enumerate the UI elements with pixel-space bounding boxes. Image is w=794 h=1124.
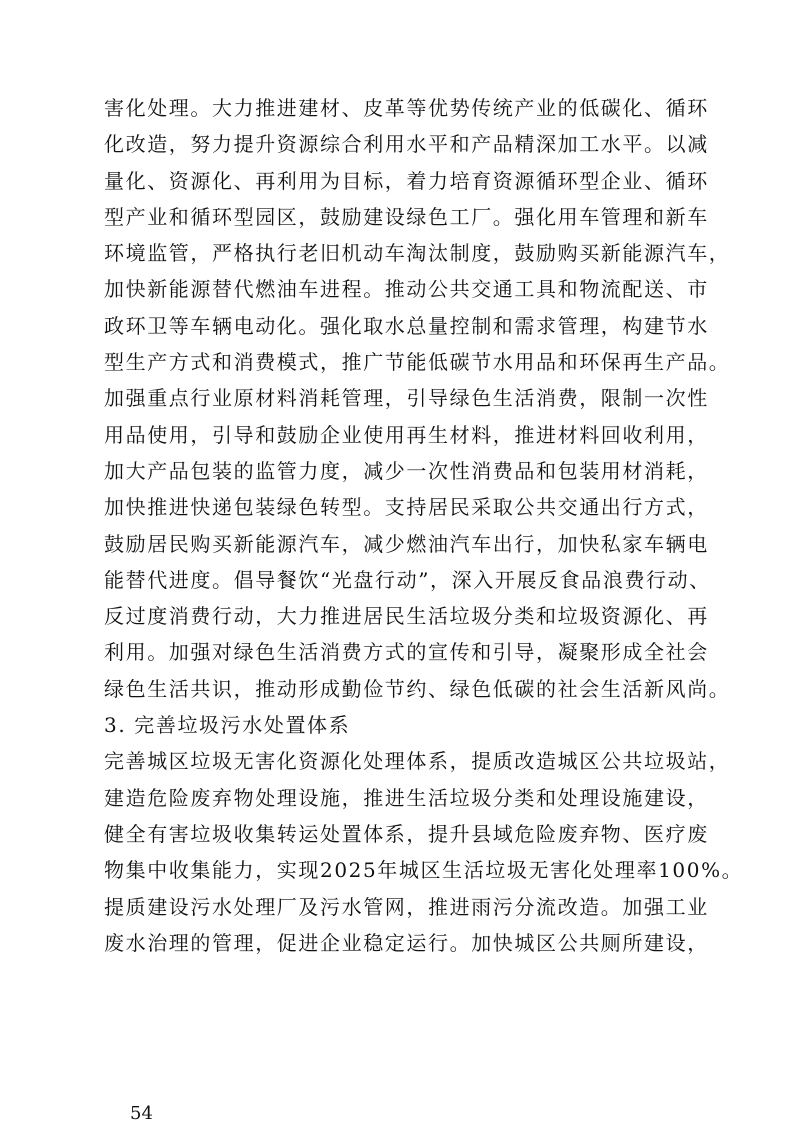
body-text	[104, 90, 744, 961]
text-line: 完善城区垃圾无害化资源化处理体系，提质改造城区公共垃圾站，	[104, 749, 731, 774]
text-line: 物集中收集能力，实现2025年城区生活垃圾无害化处理率100%。	[104, 858, 744, 883]
text-line: 型产业和循环型园区，鼓励建设绿色工厂。强化用车管理和新车	[104, 204, 709, 229]
text-line: 用品使用，引导和鼓励企业使用再生材料，推进材料回收利用，	[104, 422, 709, 447]
text-line: 加快新能源替代燃油车进程。推动公共交通工具和物流配送、市	[104, 277, 709, 302]
text-line: 提质建设污水处理厂及污水管网，推进雨污分流改造。加强工业	[104, 894, 709, 919]
text-line: 化改造，努力提升资源综合利用水平和产品精深加工水平。以减	[104, 132, 709, 157]
text-line: 政环卫等车辆电动化。强化取水总量控制和需求管理，构建节水	[104, 313, 709, 338]
text-line: 建造危险废弃物处理设施，推进生活垃圾分类和处理设施建设，	[104, 785, 709, 810]
text-line: 加大产品包装的监管力度，减少一次性消费品和包装用材消耗，	[104, 458, 709, 483]
text-line: 反过度消费行动，大力推进居民生活垃圾分类和垃圾资源化、再	[104, 604, 709, 629]
text-line: 环境监管，严格执行老旧机动车淘汰制度，鼓励购买新能源汽车，	[104, 241, 731, 266]
text-line: 害化处理。大力推进建材、皮革等优势传统产业的低碳化、循环	[104, 96, 709, 120]
paragraph	[104, 743, 744, 961]
text-line: 型生产方式和消费模式，推广节能低碳节水用品和环保再生产品。	[104, 350, 731, 375]
text-line: 健全有害垃圾收集转运处置体系，提升县域危险废弃物、医疗废	[104, 821, 709, 846]
text-line: 加强重点行业原材料消耗管理，引导绿色生活消费，限制一次性	[104, 386, 709, 411]
paragraph	[104, 90, 731, 707]
text-line: 利用。加强对绿色生活消费方式的宣传和引导，凝聚形成全社会	[104, 640, 709, 665]
page-number: 54	[130, 1103, 153, 1124]
text-line: 绿色生活共识，推动形成勤俭节约、绿色低碳的社会生活新风尚。	[104, 676, 731, 701]
text-line: 鼓励居民购买新能源汽车，减少燃油汽车出行，加快私家车辆电	[104, 531, 709, 556]
text-line: 废水治理的管理，促进企业稳定运行。加快城区公共厕所建设，	[104, 930, 709, 955]
text-line: 量化、资源化、再利用为目标，着力培育资源循环型企业、循环	[104, 168, 709, 193]
text-line: 能替代进度。倡导餐饮“光盘行动”，深入开展反食品浪费行动、	[104, 567, 711, 592]
text-line: 加快推进快递包装绿色转型。支持居民采取公共交通出行方式，	[104, 495, 709, 520]
section-heading: 3. 完善垃圾污水处置体系	[104, 713, 351, 738]
